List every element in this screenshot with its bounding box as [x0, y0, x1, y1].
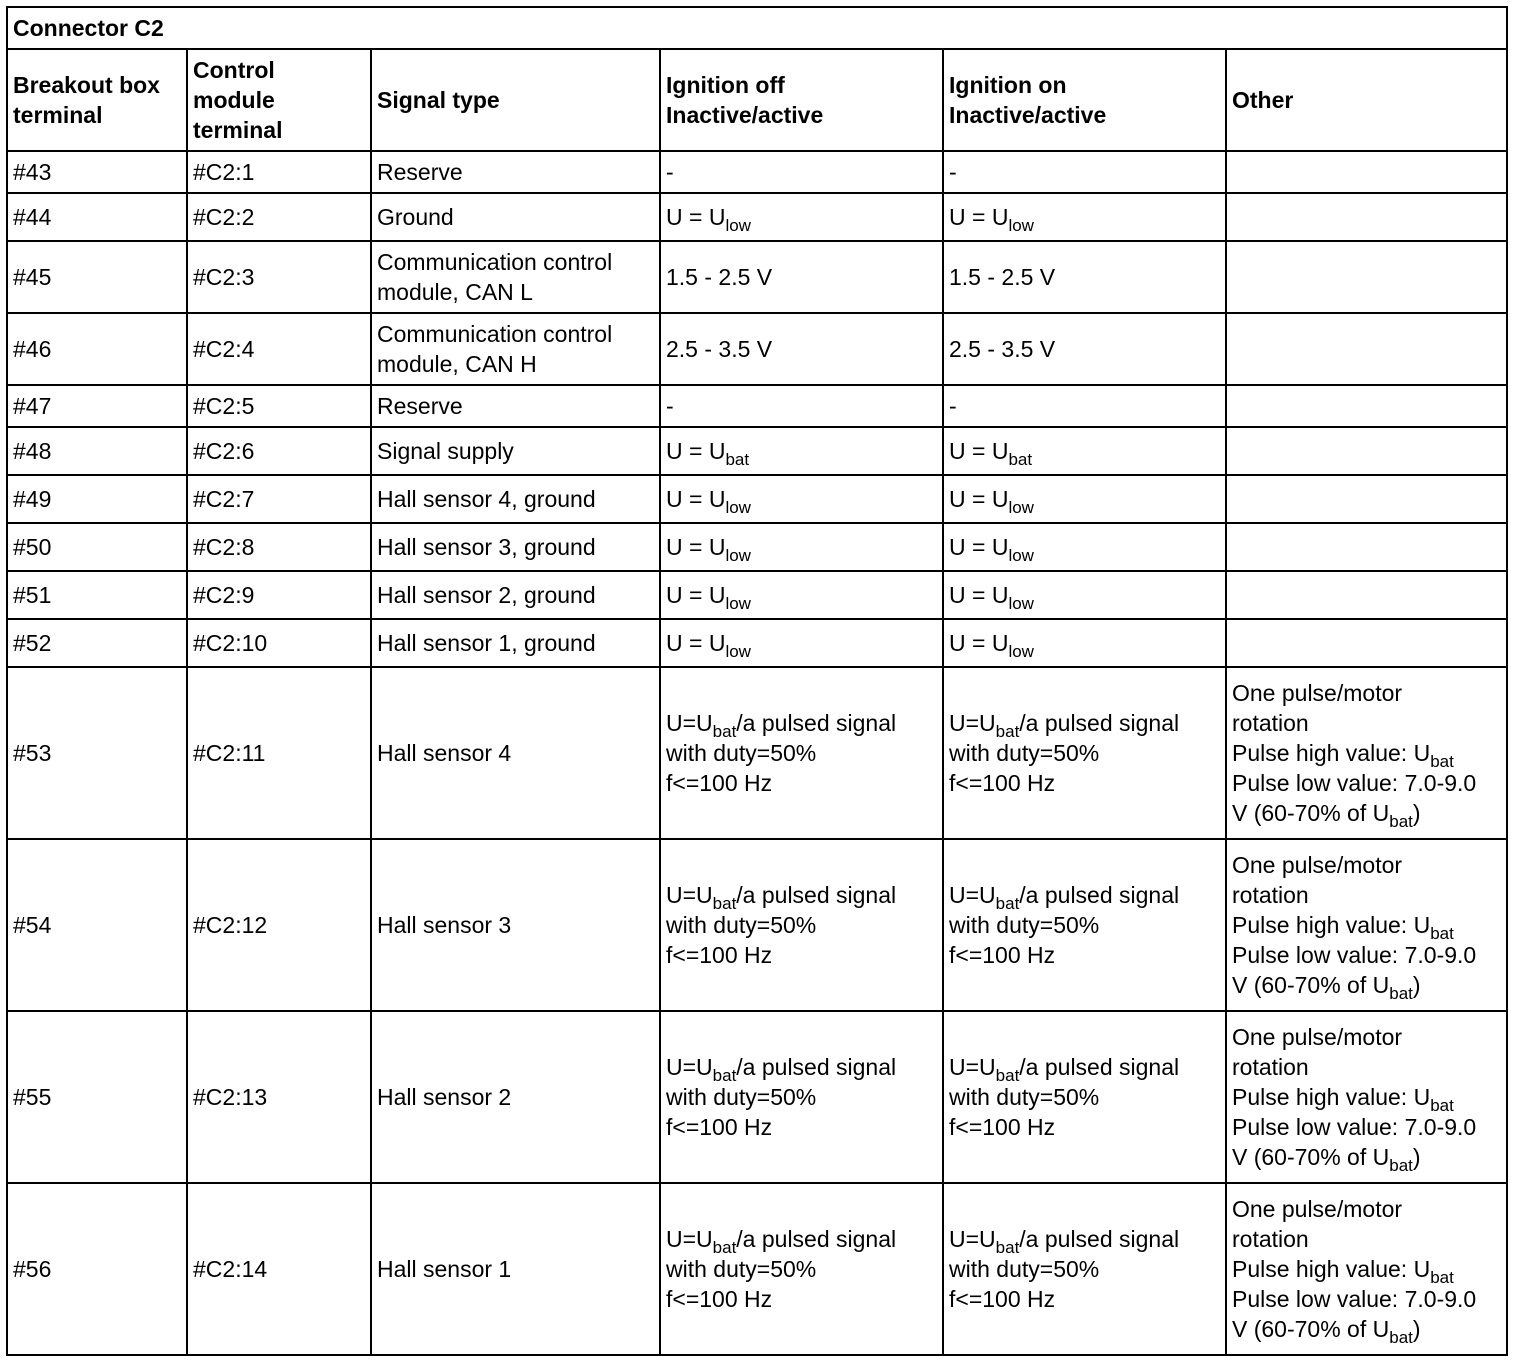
subscript: bat [995, 722, 1020, 741]
ignition-on-cell [943, 385, 1226, 427]
signal-type-cell [371, 193, 660, 241]
subscript: bat [1389, 1328, 1413, 1347]
pulse-line: with duty=50% [949, 1084, 1100, 1110]
other-line: Pulse low value: 7.0-9.0 [1232, 770, 1477, 796]
subscript: low [725, 546, 751, 565]
other-line: Pulse low value: 7.0-9.0 [1232, 1114, 1477, 1140]
subscript: low [1008, 546, 1034, 565]
control-terminal-cell: #C2:4 [187, 313, 371, 385]
value-text: - [666, 393, 674, 419]
other-line: Pulse low value: 7.0-9.0 [1232, 942, 1477, 968]
ignition-on-cell [943, 475, 1226, 523]
pulse-line: with duty=50% [666, 912, 817, 938]
pulse-line: $U=U_{bat}/a$ pulsed signal [666, 882, 897, 913]
control-terminal-cell: #C2:2 [187, 193, 371, 241]
value-text: U = U [666, 582, 726, 608]
signal-type-cell [371, 523, 660, 571]
signal-line: Reserve [377, 393, 463, 419]
signal-type-cell [371, 571, 660, 619]
signal-line: module, CAN H [377, 351, 537, 377]
value-text: - [949, 393, 957, 419]
other-line: V (60-70% of $U_{bat}$) [1232, 800, 1421, 831]
control-terminal-cell: #C2:13 [187, 1011, 371, 1183]
pulse-line: with duty=50% [666, 1084, 817, 1110]
table-row [7, 523, 1507, 571]
pulse-line: f<=100 Hz [949, 942, 1056, 968]
ignition-on-cell [943, 1183, 1226, 1355]
pulse-line: f<=100 Hz [949, 770, 1056, 796]
control-terminal-cell: #C2:11 [187, 667, 371, 839]
signal-type-cell [371, 385, 660, 427]
other-line: Pulse high value: $U_{bat}$ [1232, 740, 1454, 771]
pulse-line: $U=U_{bat}/a$ pulsed signal [949, 1226, 1180, 1257]
pulse-line: with duty=50% [666, 740, 817, 766]
other-line: One pulse/motor [1232, 680, 1403, 706]
subscript: low [1008, 498, 1034, 517]
control-terminal-cell: #C2:9 [187, 571, 371, 619]
subscript: low [725, 642, 751, 661]
ignition-off-cell [660, 427, 943, 475]
table-row [7, 151, 1507, 193]
ignition-off-cell [660, 571, 943, 619]
table-row [7, 241, 1507, 313]
breakout-terminal-cell: #44 [7, 193, 187, 241]
control-terminal-cell: #C2:10 [187, 619, 371, 667]
ignition-on-cell [943, 523, 1226, 571]
subscript: bat [1430, 1096, 1454, 1115]
table-row [7, 475, 1507, 523]
other-line: rotation [1232, 1054, 1309, 1080]
ignition-off-cell [660, 619, 943, 667]
table-row [7, 313, 1507, 385]
other-line: Pulse high value: $U_{bat}$ [1232, 912, 1454, 943]
signal-type-cell [371, 427, 660, 475]
signal-type-cell: Hall sensor 2 [371, 1011, 660, 1183]
value-text: 1.5 - 2.5 V [949, 264, 1056, 290]
other-cell [1226, 619, 1507, 667]
subscript: bat [1430, 752, 1454, 771]
pulse-line: $U=U_{bat}/a$ pulsed signal [949, 882, 1180, 913]
other-line: Pulse low value: 7.0-9.0 [1232, 1286, 1477, 1312]
other-line: V (60-70% of $U_{bat}$) [1232, 1316, 1421, 1347]
signal-line: Communication control [377, 321, 613, 347]
other-line: rotation [1232, 882, 1309, 908]
table-title: Connector C2 [7, 7, 1507, 49]
ignition-off-cell [660, 839, 943, 1011]
control-terminal-cell: #C2:1 [187, 151, 371, 193]
signal-line: module, CAN L [377, 279, 533, 305]
signal-line: Reserve [377, 159, 463, 185]
other-line: rotation [1232, 710, 1309, 736]
value-text: 2.5 - 3.5 V [666, 336, 773, 362]
breakout-terminal-cell: #48 [7, 427, 187, 475]
ignition-on-cell [943, 241, 1226, 313]
pulse-line: with duty=50% [949, 1256, 1100, 1282]
ignition-on-cell [943, 839, 1226, 1011]
signal-line: Signal supply [377, 438, 514, 464]
subscript: low [725, 594, 751, 613]
header-ignition-off: Ignition off Inactive/active [660, 49, 943, 151]
other-cell [1226, 523, 1507, 571]
subscript: bat [712, 722, 737, 741]
subscript: bat [1389, 1156, 1413, 1175]
signal-type-cell: Hall sensor 1 [371, 1183, 660, 1355]
header-control-module-terminal: Control module terminal [187, 49, 371, 151]
ignition-on-cell [943, 571, 1226, 619]
table-row [7, 1183, 1507, 1355]
signal-line: Hall sensor 4, ground [377, 486, 596, 512]
other-cell [1226, 241, 1507, 313]
value-text: U = U [949, 486, 1009, 512]
value-text: - [666, 159, 674, 185]
pulse-line: $U=U_{bat}/a$ pulsed signal [666, 1054, 897, 1085]
ignition-off-cell [660, 667, 943, 839]
signal-line: Communication control [377, 249, 613, 275]
breakout-terminal-cell: #46 [7, 313, 187, 385]
breakout-terminal-cell: #47 [7, 385, 187, 427]
value-text: U = U [949, 534, 1009, 560]
header-other: Other [1226, 49, 1507, 151]
ignition-off-cell [660, 1011, 943, 1183]
breakout-terminal-cell: #43 [7, 151, 187, 193]
subscript: low [1008, 642, 1034, 661]
ignition-on-cell [943, 619, 1226, 667]
value-text: 2.5 - 3.5 V [949, 336, 1056, 362]
other-line: rotation [1232, 1226, 1309, 1252]
pulse-line: $U=U_{bat}/a$ pulsed signal [666, 710, 897, 741]
ignition-off-cell [660, 151, 943, 193]
value-text: U = U [666, 204, 726, 230]
other-line: One pulse/motor [1232, 1196, 1403, 1222]
header-ignition-on: Ignition on Inactive/active [943, 49, 1226, 151]
ignition-off-cell [660, 475, 943, 523]
subscript: bat [712, 894, 737, 913]
subscript: bat [1008, 450, 1033, 469]
other-cell [1226, 1183, 1507, 1355]
ignition-on-cell [943, 313, 1226, 385]
control-terminal-cell: #C2:12 [187, 839, 371, 1011]
subscript: bat [995, 1066, 1020, 1085]
subscript: bat [712, 1066, 737, 1085]
control-terminal-cell: #C2:14 [187, 1183, 371, 1355]
breakout-terminal-cell: #55 [7, 1011, 187, 1183]
subscript: bat [995, 894, 1020, 913]
other-cell [1226, 193, 1507, 241]
subscript: low [1008, 216, 1034, 235]
control-terminal-cell: #C2:8 [187, 523, 371, 571]
other-line: V (60-70% of $U_{bat}$) [1232, 1144, 1421, 1175]
other-line: Pulse high value: $U_{bat}$ [1232, 1084, 1454, 1115]
other-cell [1226, 1011, 1507, 1183]
other-cell [1226, 839, 1507, 1011]
value-text: U = U [666, 630, 726, 656]
other-line: Pulse high value: $U_{bat}$ [1232, 1256, 1454, 1287]
subscript: low [1008, 594, 1034, 613]
value-text: U = U [666, 534, 726, 560]
pulse-line: $U=U_{bat}/a$ pulsed signal [949, 1054, 1180, 1085]
value-text: U = U [949, 204, 1009, 230]
pulse-line: f<=100 Hz [949, 1286, 1056, 1312]
signal-line: Ground [377, 204, 454, 230]
pulse-line: f<=100 Hz [666, 770, 773, 796]
pulse-line: $U=U_{bat}/a$ pulsed signal [666, 1226, 897, 1257]
signal-type-cell [371, 151, 660, 193]
signal-line: Hall sensor 1, ground [377, 630, 596, 656]
value-text: U = U [666, 486, 726, 512]
signal-line: Hall sensor 2, ground [377, 582, 596, 608]
header-breakout-box-terminal: Breakout box terminal [7, 49, 187, 151]
pulse-line: $U=U_{bat}/a$ pulsed signal [949, 710, 1180, 741]
subscript: bat [1430, 1268, 1454, 1287]
signal-type-cell [371, 241, 660, 313]
subscript: bat [712, 1238, 737, 1257]
table-row [7, 839, 1507, 1011]
value-text: U = U [949, 630, 1009, 656]
value-text: U = U [949, 438, 1009, 464]
ignition-on-cell [943, 427, 1226, 475]
control-terminal-cell: #C2:7 [187, 475, 371, 523]
header-row [7, 49, 1507, 151]
other-cell [1226, 475, 1507, 523]
other-cell [1226, 571, 1507, 619]
subscript: bat [995, 1238, 1020, 1257]
ignition-on-cell [943, 1011, 1226, 1183]
ignition-on-cell [943, 193, 1226, 241]
pulse-line: with duty=50% [949, 912, 1100, 938]
signal-line: Hall sensor 3, ground [377, 534, 596, 560]
subscript: bat [1389, 812, 1413, 831]
other-line: V (60-70% of $U_{bat}$) [1232, 972, 1421, 1003]
signal-type-cell [371, 475, 660, 523]
breakout-terminal-cell: #54 [7, 839, 187, 1011]
connector-c2-table [6, 6, 1508, 1356]
control-terminal-cell: #C2:3 [187, 241, 371, 313]
table-row [7, 667, 1507, 839]
pulse-line: f<=100 Hz [949, 1114, 1056, 1140]
breakout-terminal-cell: #56 [7, 1183, 187, 1355]
ignition-off-cell [660, 1183, 943, 1355]
table-row [7, 427, 1507, 475]
value-text: U = U [666, 438, 726, 464]
other-line: One pulse/motor [1232, 1024, 1403, 1050]
value-text: - [949, 159, 957, 185]
subscript: low [725, 498, 751, 517]
signal-type-cell [371, 619, 660, 667]
control-terminal-cell: #C2:5 [187, 385, 371, 427]
breakout-terminal-cell: #53 [7, 667, 187, 839]
ignition-on-cell [943, 151, 1226, 193]
other-cell [1226, 385, 1507, 427]
signal-type-cell: Hall sensor 3 [371, 839, 660, 1011]
value-text: U = U [949, 582, 1009, 608]
table-row [7, 1011, 1507, 1183]
breakout-terminal-cell: #50 [7, 523, 187, 571]
breakout-terminal-cell: #51 [7, 571, 187, 619]
pulse-line: with duty=50% [949, 740, 1100, 766]
other-cell [1226, 313, 1507, 385]
subscript: bat [725, 450, 750, 469]
control-terminal-cell: #C2:6 [187, 427, 371, 475]
table-body [7, 7, 1507, 1355]
table-row [7, 193, 1507, 241]
pulse-line: f<=100 Hz [666, 1114, 773, 1140]
signal-type-cell [371, 313, 660, 385]
ignition-off-cell [660, 385, 943, 427]
header-signal-type: Signal type [371, 49, 660, 151]
other-line: One pulse/motor [1232, 852, 1403, 878]
breakout-terminal-cell: #49 [7, 475, 187, 523]
breakout-terminal-cell: #45 [7, 241, 187, 313]
table-row [7, 385, 1507, 427]
ignition-off-cell [660, 313, 943, 385]
other-cell [1226, 427, 1507, 475]
breakout-terminal-cell: #52 [7, 619, 187, 667]
pulse-line: f<=100 Hz [666, 942, 773, 968]
other-cell [1226, 151, 1507, 193]
subscript: low [725, 216, 751, 235]
ignition-off-cell [660, 193, 943, 241]
table-title-row [7, 7, 1507, 49]
subscript: bat [1389, 984, 1413, 1003]
ignition-on-cell [943, 667, 1226, 839]
subscript: bat [1430, 924, 1454, 943]
ignition-off-cell [660, 523, 943, 571]
signal-type-cell: Hall sensor 4 [371, 667, 660, 839]
ignition-off-cell [660, 241, 943, 313]
pulse-line: with duty=50% [666, 1256, 817, 1282]
table-row [7, 619, 1507, 667]
pulse-line: f<=100 Hz [666, 1286, 773, 1312]
value-text: 1.5 - 2.5 V [666, 264, 773, 290]
other-cell [1226, 667, 1507, 839]
table-row [7, 571, 1507, 619]
